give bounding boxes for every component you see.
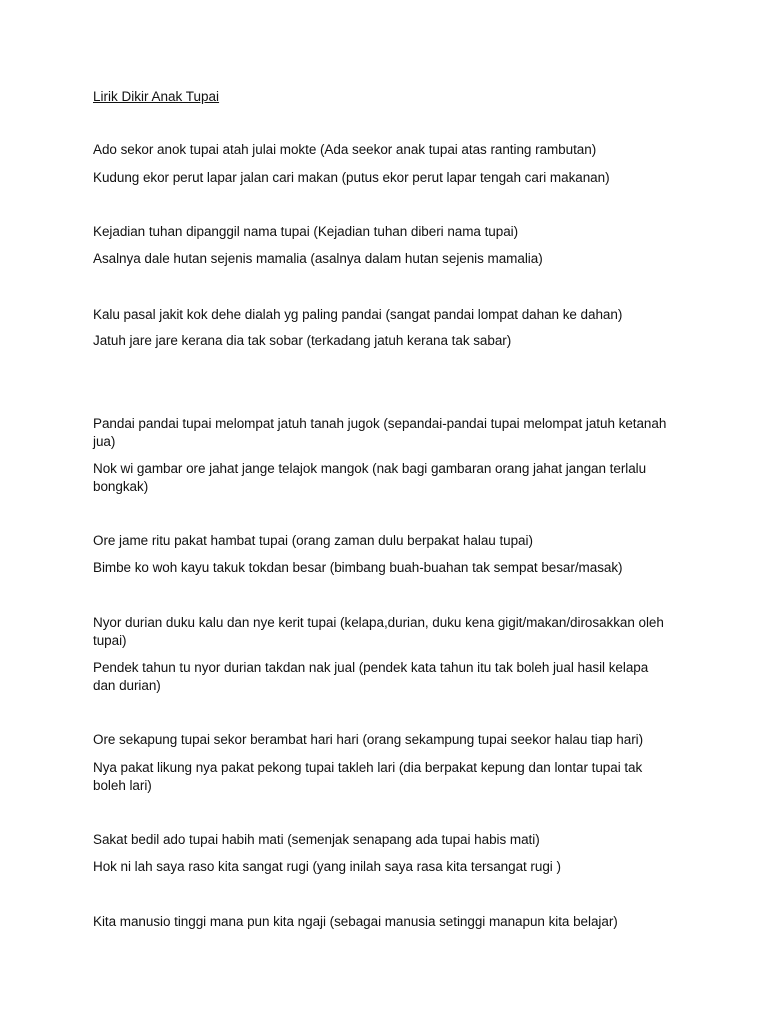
lyric-line: Pandai pandai tupai melompat jatuh tanah jugok (sepandai-pandai tupai melompat jatuh ketanah jua) <box>93 416 667 449</box>
lyric-line: Ore jame ritu pakat hambat tupai (orang zaman dulu berpakat halau tupai) <box>93 533 533 548</box>
lyric-line: Kudung ekor perut lapar jalan cari makan (putus ekor perut lapar tengah cari makanan) <box>93 170 610 185</box>
lyric-line: Kita manusio tinggi mana pun kita ngaji (sebagai manusia setinggi manapun kita belajar) <box>93 914 618 929</box>
lyric-line: Sakat bedil ado tupai habih mati (semenjak senapang ada tupai habis mati) <box>93 832 540 847</box>
lyric-line: Pendek tahun tu nyor durian takdan nak jual (pendek kata tahun itu tak boleh jual hasil kelapa dan durian) <box>93 660 649 693</box>
lyric-line: Nyor durian duku kalu dan nye kerit tupai (kelapa,durian, duku kena gigit/makan/dirosakkan oleh tupai) <box>93 615 664 648</box>
lyric-line: Kalu pasal jakit kok dehe dialah yg paling pandai (sangat pandai lompat dahan ke dahan) <box>93 307 623 322</box>
lyric-line: Asalnya dale hutan sejenis mamalia (asalnya dalam hutan sejenis mamalia) <box>93 251 543 266</box>
lyric-line: Kejadian tuhan dipanggil nama tupai (Kejadian tuhan diberi nama tupai) <box>93 224 519 239</box>
lyric-line: Nya pakat likung nya pakat pekong tupai takleh lari (dia berpakat kepung dan lontar tupai tak boleh lari) <box>93 760 643 793</box>
lyric-line: Bimbe ko woh kayu takuk tokdan besar (bimbang buah-buahan tak sempat besar/masak) <box>93 560 623 575</box>
lyric-line: Hok ni lah saya raso kita sangat rugi (yang inilah saya rasa kita tersangat rugi ) <box>93 859 561 874</box>
document-title: Lirik Dikir Anak Tupai <box>93 89 220 104</box>
lyric-line: Ore sekapung tupai sekor berambat hari hari (orang sekampung tupai seekor halau tiap hari) <box>93 732 644 747</box>
lyric-line: Nok wi gambar ore jahat jange telajok mangok (nak bagi gambaran orang jahat jangan terlalu bongkak) <box>93 461 647 494</box>
lyric-line: Ado sekor anok tupai atah julai mokte (Ada seekor anak tupai atas ranting rambutan) <box>93 142 597 157</box>
lyric-line: Jatuh jare jare kerana dia tak sobar (terkadang jatuh kerana tak sabar) <box>93 333 512 348</box>
